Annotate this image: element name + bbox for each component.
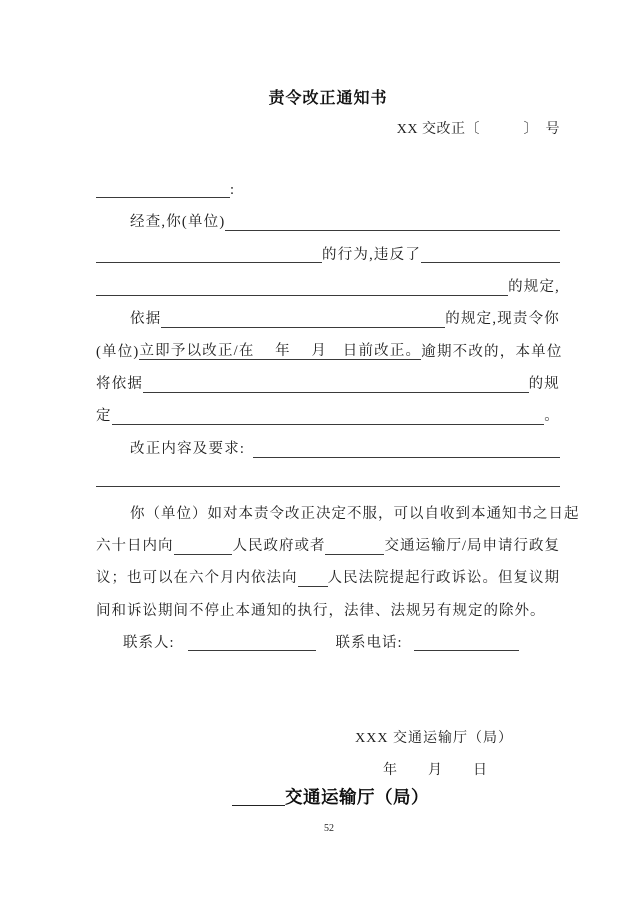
contact-phone-blank-field [414,648,519,651]
blank-field [96,293,508,296]
body-text: 逾期不改的，本单位 [421,343,563,360]
body-text: 的规定,现责令你 [445,311,560,328]
body-text: 经查,你(单位) [130,214,226,231]
body-text: 的行为,违反了 [322,246,422,263]
contact-person-blank-field [188,648,316,651]
issuer-blank-field [232,803,285,806]
body-text: 定 [96,408,112,425]
appeal-text: 议；也可以在六个月内依法向 [96,570,298,587]
rectify-choice-underlined-text: 立即予以改正/在 年 月 日前改正。 [139,342,422,359]
blank-field [325,552,384,555]
body-text: 的规定, [508,278,560,295]
body-line-4 [96,296,560,328]
appeal-text: 六十日内向 [96,537,174,554]
blank-field [225,228,560,231]
contact-phone-label: 联系电话: [335,634,403,651]
page-title: 责令改正通知书 [268,90,388,107]
section-divider [96,486,560,487]
appeal-line-1 [96,490,580,522]
appeal-text: 你（单位）如对本责令改正决定不服，可以自收到本通知书之日起 [130,505,580,522]
body-line-8 [96,425,560,457]
addressee-colon: : [230,181,236,198]
body-line-5 [96,328,563,360]
appeal-text: 间和诉讼期间不停止本通知的执行，法律、法规另有规定的除外。 [96,602,546,619]
signature-date: 年 月 日 [383,763,488,778]
appeal-text: 交通运输厅/局申请行政复 [384,537,560,554]
body-line-6 [96,360,560,392]
blank-field [298,584,328,587]
appeal-line-3 [96,555,560,587]
blank-field [112,422,545,425]
body-line-7 [96,393,560,425]
addressee-line [96,166,560,198]
body-text: 。 [544,408,560,425]
blank-field [174,552,233,555]
body-section [96,166,563,458]
appeal-line-4 [96,587,560,619]
blank-field [161,325,445,328]
body-text: 将依据 [96,376,144,393]
body-text: 依据 [130,311,162,328]
body-text: (单位) [96,343,140,360]
blank-field [143,390,528,393]
appeal-section [96,490,580,651]
blank-field [421,260,560,263]
body-text: 的规 [528,376,560,393]
appeal-text: 人民政府或者 [232,537,326,554]
page-number: 52 [324,823,334,834]
appeal-text: 人民法院提起行政诉讼。但复议期 [327,570,560,587]
doc-number: XX 交改正〔 〕 号 [396,122,560,137]
addressee-blank-field [96,195,230,198]
body-line-2 [96,231,560,263]
appeal-line-2 [96,522,560,554]
issuer-name: 交通运输厅（局） [285,787,429,807]
blank-field [96,260,322,263]
issuer-line [232,787,429,807]
body-line-1 [96,198,560,230]
signature-org: XXX 交通运输厅（局） [355,731,513,746]
blank-field [253,455,560,458]
contact-person-label: 联系人: [123,634,175,651]
rectify-content-label: 改正内容及要求: [130,440,246,457]
contact-line [96,619,560,651]
body-line-3 [96,263,560,295]
